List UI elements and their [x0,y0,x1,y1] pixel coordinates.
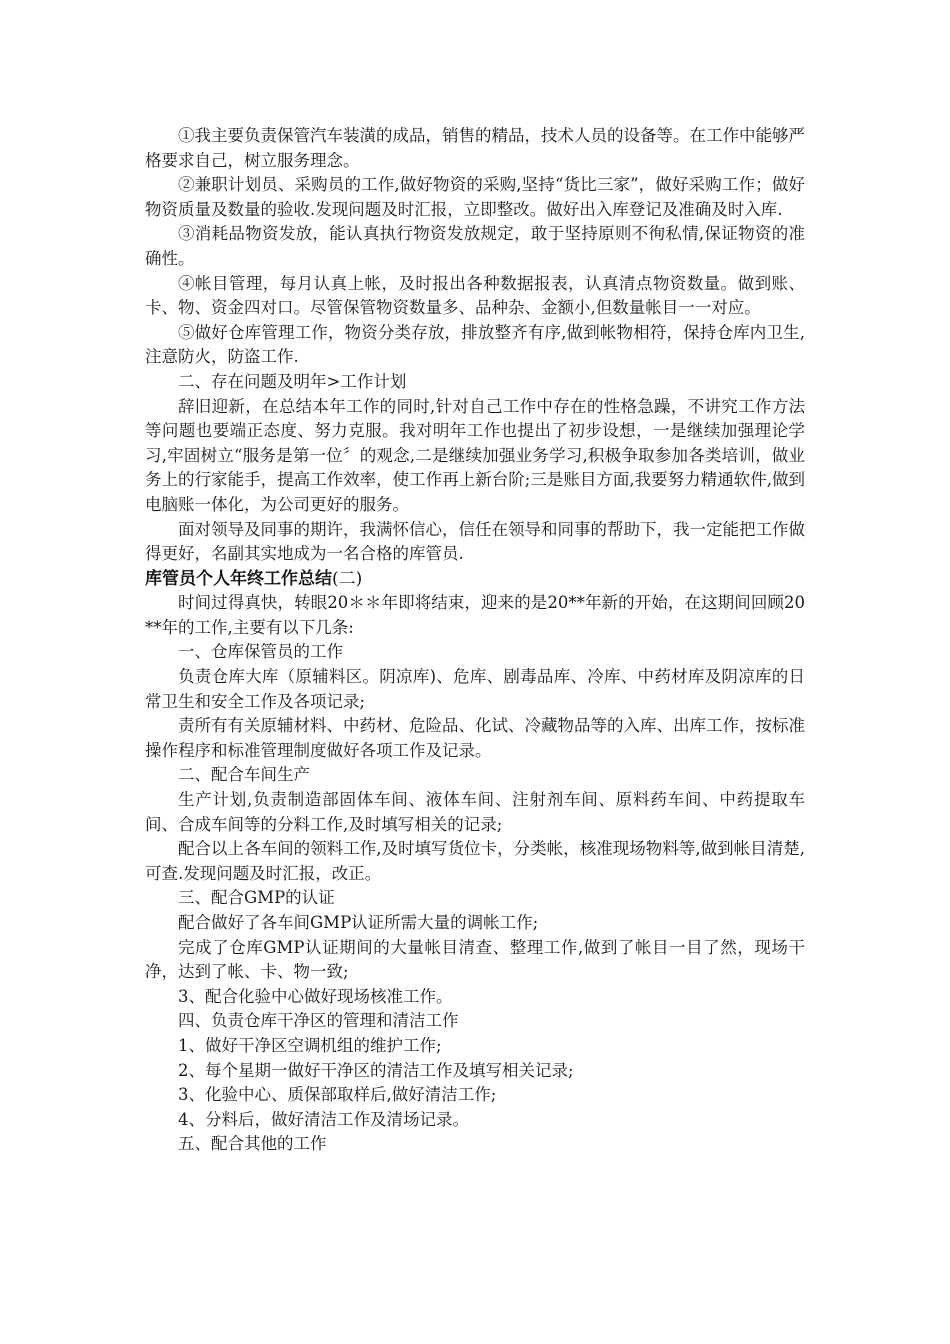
list-item: 1、做好干净区空调机组的维护工作; [178,1035,442,1055]
list-item: 3、化验中心、质保部取样后,做好清洁工作; [178,1085,497,1105]
paragraph: 完成了仓库GMP认证期间的大量帐目清查、整理工作,做到了帐目一目了然，现场干净，达到了帐、卡、物一致; [145,937,805,982]
subheading: 三、配合GMP的认证 [178,888,335,908]
subheading: 五、配合其他的工作 [178,1134,327,1154]
part-two [145,591,805,1157]
subheading: 一、仓库保管员的工作 [178,642,343,662]
list-item: 2、每个星期一做好干净区的清洁工作及填写相关记录; [178,1060,574,1080]
part-one [145,124,805,567]
subheading: 二、存在问题及明年>工作计划 [178,371,407,391]
paragraph: 面对领导及同事的期许，我满怀信心，信任在领导和同事的帮助下，我一定能把工作做得更好，名副其实地成为一名合格的库管员. [145,519,805,564]
paragraph: 配合做好了各车间GMP认证所需大量的调帐工作; [178,913,539,932]
list-item: 4、分料后，做好清洁工作及清场记录。 [178,1109,469,1129]
document-body [145,124,805,1157]
paragraph: ①我主要负责保管汽车装潢的成品，销售的精品，技术人员的设备等。在工作中能够严格要求自己，树立服务理念。 [145,126,805,170]
subheading: 四、负责仓库干净区的管理和清洁工作 [178,1011,459,1031]
paragraph: 配合以上各车间的领料工作,及时填写货位卡，分类帐，核准现场物料等,做到帐目清楚,可查.发现问题及时汇报，改正。 [145,839,805,883]
subheading: 二、配合车间生产 [178,765,310,785]
paragraph: ②兼职计划员、采购员的工作,做好物资的采购,坚持“货比三家”，做好采购工作；做好物资质量及数量的验收.发现问题及时汇报，立即整改。做好出入库登记及准确及时入库. [145,175,805,219]
section-title-text: 库管员个人年终工作总结 [145,568,332,589]
paragraph: 责所有有关原辅材料、中药材、危险品、化试、冷藏物品等的入库、出库工作，按标准操作程序和标准管理制度做好各项工作及记录。 [145,716,805,760]
list-item: 3、配合化验中心做好现场核准工作。 [178,986,453,1006]
paragraph: 辞旧迎新，在总结本年工作的同时,针对自己工作中存在的性格急躁，不讲究工作方法等问题也要端正态度、努力克服。我对明年工作也提出了初步设想，一是继续加强理论学习,牢固树立“服务是第一位〞的观念,二是继续加强业务学习,积极争取参加各类培训，做业务上的行家能手，提高工作效率，使工作再上新台阶;三是账目方面,我要努力精通软件,做到电脑账一体化，为公司更好的服务。 [145,396,805,514]
paragraph: ④帐目管理，每月认真上帐，及时报出各种数据报表，认真清点物资数量。做到账、卡、物、资金四对口。尽管保管物资数量多、品种杂、金额小,但数量帐目一一对应。 [145,273,805,318]
paragraph: ⑤做好仓库管理工作，物资分类存放，排放整齐有序,做到帐物相符，保持仓库内卫生,注意防火，防盗工作. [145,322,805,367]
paragraph: 生产计划,负责制造部固体车间、液体车间、注射剂车间、原料药车间、中药提取车间、合成车间等的分料工作,及时填写相关的记录; [145,790,805,834]
paragraph: 负责仓库大库（原辅料区。阴凉库)、危库、剧毒品库、冷库、中药材库及阴凉库的日常卫生和安全工作及各项记录; [145,667,805,711]
paragraph: ③消耗品物资发放，能认真执行物资发放规定，敢于坚持原则不徇私情,保证物资的准确性。 [145,224,805,268]
section-title [145,567,805,592]
section-title-suffix: (二) [332,568,363,589]
paragraph: 时间过得真快，转眼20＊＊年即将结束，迎来的是20**年新的开始，在这期间回顾20**年的工作,主要有以下几条: [145,593,805,637]
